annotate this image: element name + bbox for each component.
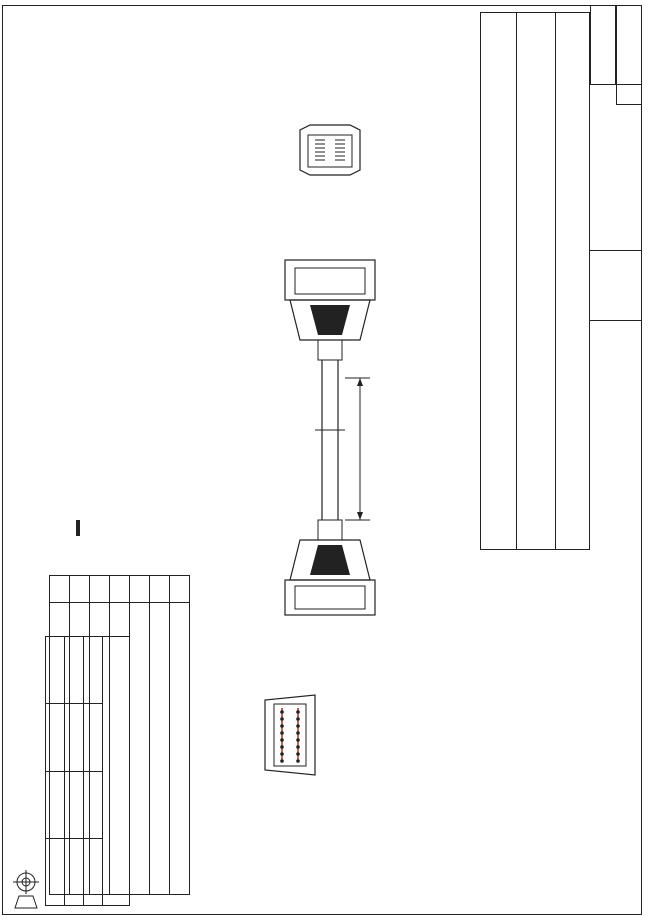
male-label [555, 13, 589, 550]
obd-female-front-view [260, 690, 320, 780]
units-value [46, 838, 65, 905]
bom-no [130, 576, 150, 603]
bom-no [50, 576, 70, 603]
bom-no [70, 576, 90, 603]
circuit-table [480, 12, 590, 550]
name-label [84, 637, 103, 704]
sketch-label [46, 637, 65, 704]
obd-female-body [285, 520, 375, 615]
rohs-mark [76, 520, 80, 536]
dwg-label [65, 637, 84, 704]
sketch-value [46, 704, 65, 771]
name-value [84, 704, 103, 771]
bom-no [90, 576, 110, 603]
bom-no [150, 576, 170, 603]
bom-row [130, 576, 150, 895]
cable-drawing [190, 90, 460, 650]
units-label [46, 771, 65, 838]
obd-male-body [285, 260, 375, 360]
bom-row [150, 576, 170, 895]
cable [315, 360, 370, 520]
ratio-value [65, 838, 84, 905]
projection-symbol-icon [7, 870, 45, 910]
company-name [103, 637, 130, 906]
ratio-label [65, 771, 84, 838]
rev-label [84, 771, 103, 838]
female-label [481, 13, 517, 550]
dwg-value [65, 704, 84, 771]
rev-value [84, 838, 103, 905]
bom-name [150, 603, 170, 895]
title-block [45, 636, 130, 906]
bom-name [130, 603, 150, 895]
bom-header-no [170, 576, 190, 603]
obd-male-front-view [300, 125, 360, 175]
date-box [616, 5, 642, 105]
bom-header-name [170, 603, 190, 895]
bom-no [110, 576, 130, 603]
color-label [517, 13, 555, 550]
